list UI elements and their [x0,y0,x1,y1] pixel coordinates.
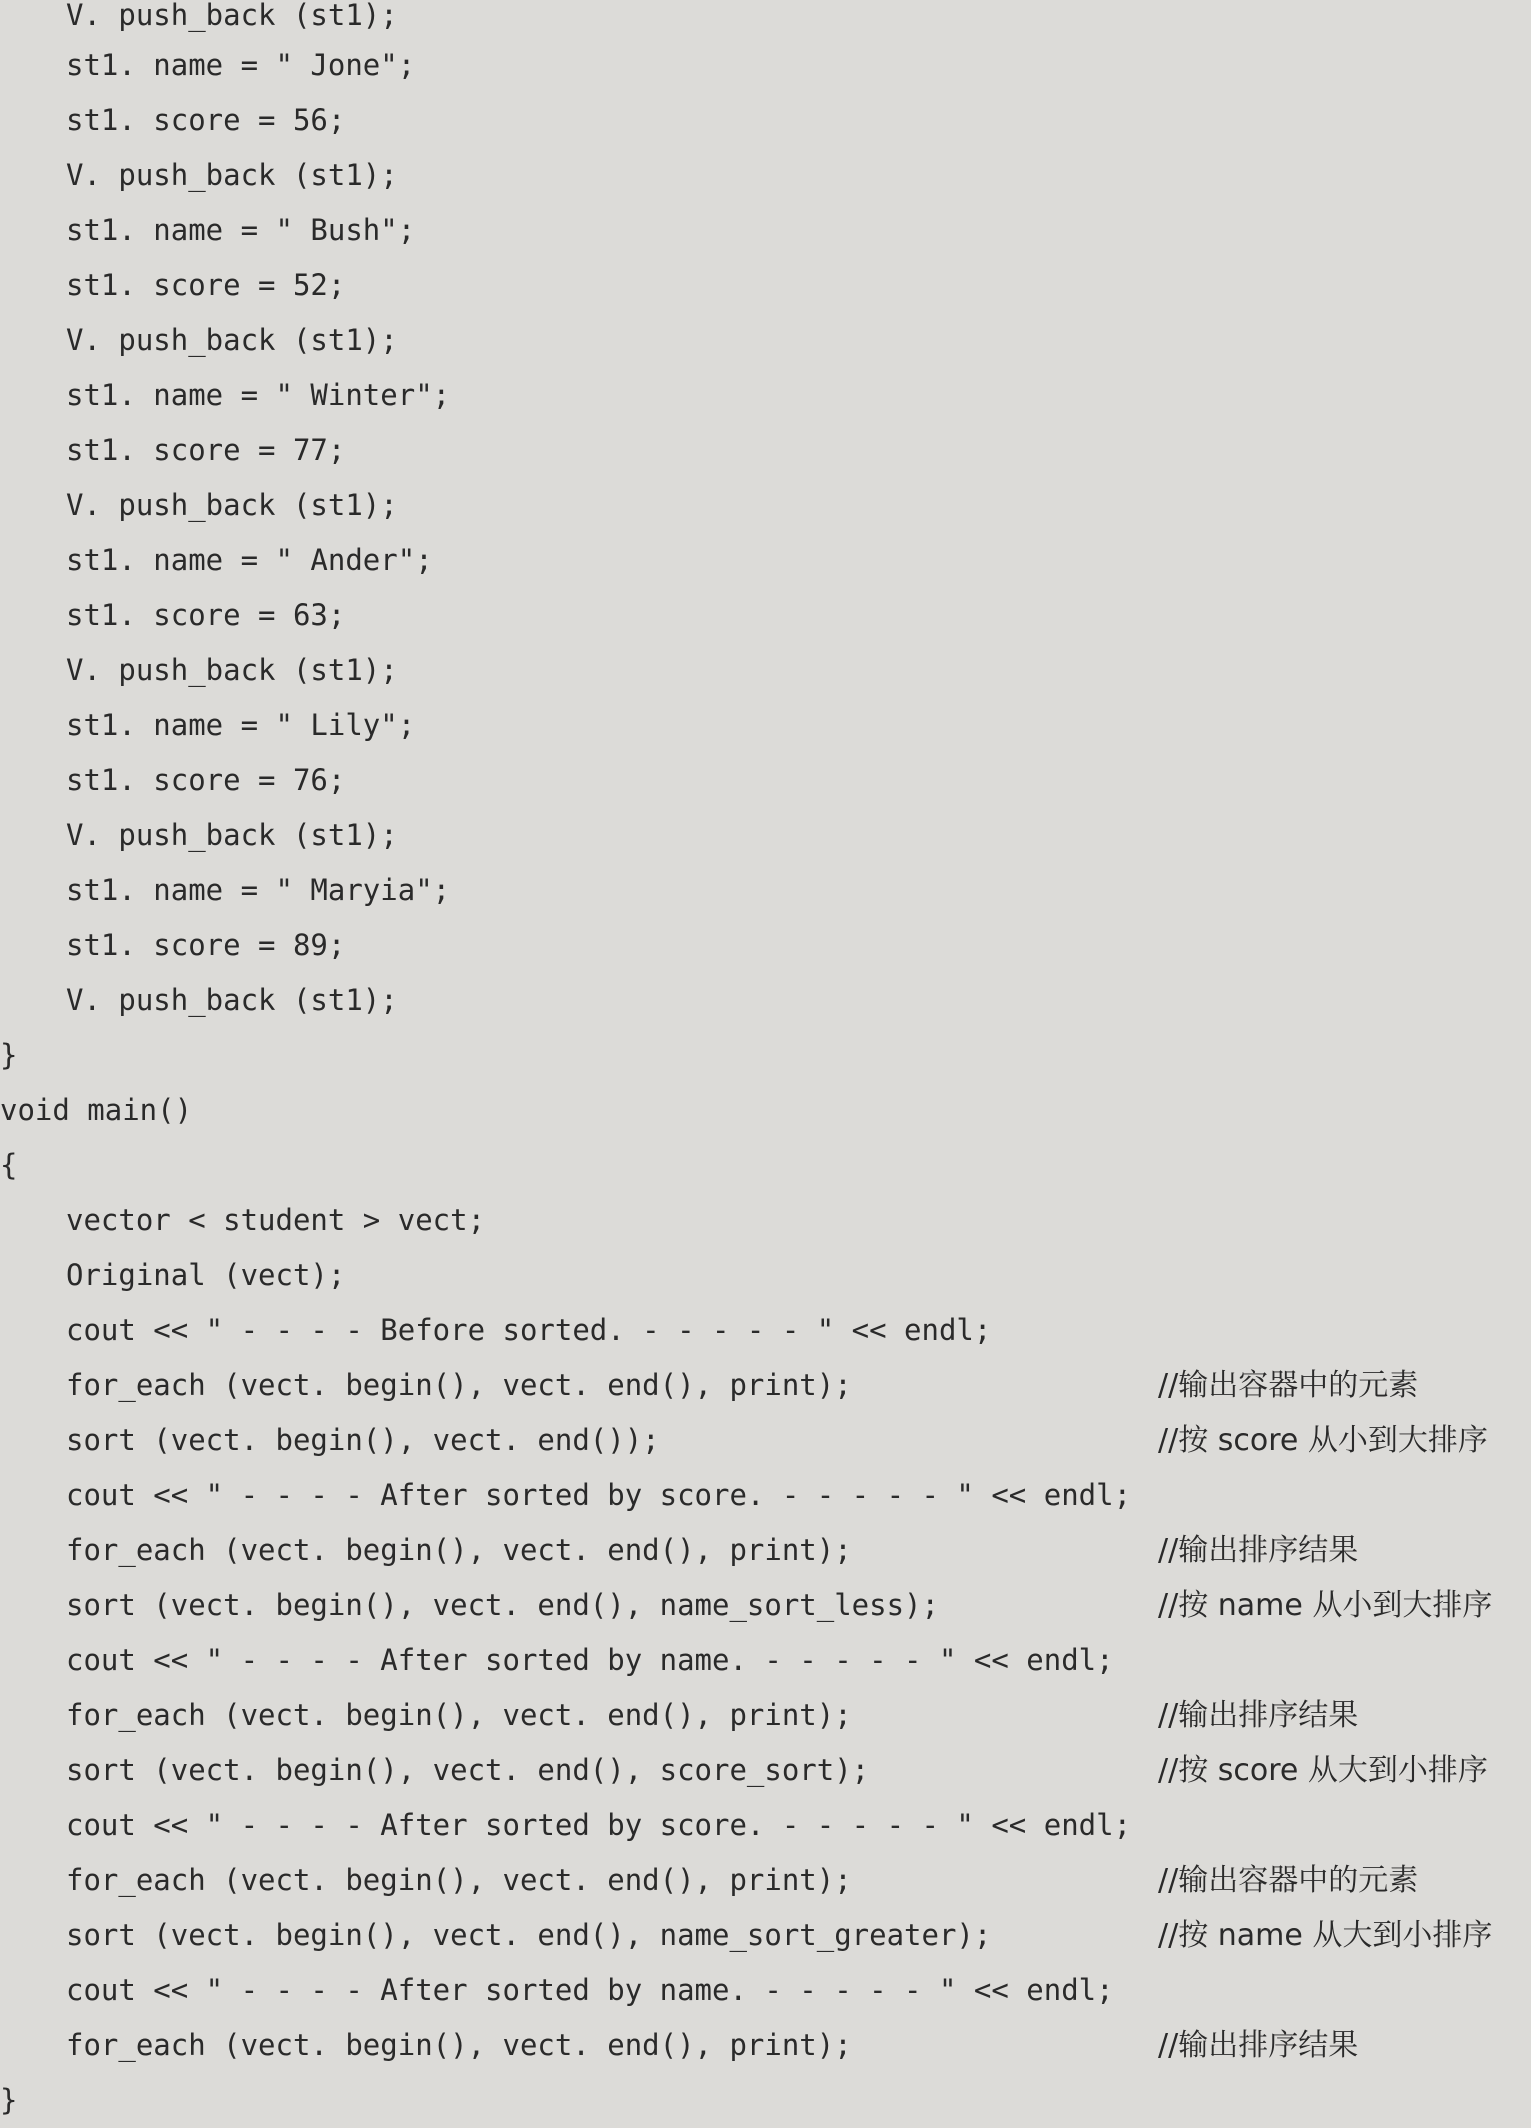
code-text: sort (vect. begin(), vect. end(), name_sort_less); [66,1588,939,1622]
code-text: st1. name = " Winter"; [66,378,451,412]
code-text: vector < student > vect; [66,1203,486,1237]
code-text: st1. score = 76; [66,763,346,797]
code-text: V. push_back (st1); [66,983,398,1017]
code-comment: //按 name 从小到大排序 [1158,1588,1493,1623]
code-text: for_each (vect. begin(), vect. end(), print); [66,1368,852,1402]
code-text: for_each (vect. begin(), vect. end(), print); [66,1863,852,1897]
code-comment: //按 name 从大到小排序 [1158,1918,1493,1953]
code-text: V. push_back (st1); [66,0,398,32]
code-text: sort (vect. begin(), vect. end(), score_sort); [66,1753,870,1787]
code-text: V. push_back (st1); [66,818,398,852]
code-comment: //按 score 从大到小排序 [1158,1753,1488,1788]
code-text: cout << " - - - - After sorted by score. - - - - - " << endl; [66,1808,1132,1842]
code-text: st1. score = 89; [66,928,346,962]
code-comment: //输出排序结果 [1158,1698,1359,1733]
code-text: cout << " - - - - After sorted by name. - - - - - " << endl; [66,1973,1114,2007]
code-comment: //输出排序结果 [1158,1533,1359,1568]
code-text: st1. name = " Jone"; [66,48,416,82]
code-text: sort (vect. begin(), vect. end(), name_sort_greater); [66,1918,992,1952]
code-text: cout << " - - - - Before sorted. - - - - - " << endl; [66,1313,992,1347]
code-text: cout << " - - - - After sorted by score. - - - - - " << endl; [66,1478,1132,1512]
code-text: cout << " - - - - After sorted by name. - - - - - " << endl; [66,1643,1114,1677]
code-text: V. push_back (st1); [66,488,398,522]
code-comment: //按 score 从小到大排序 [1158,1423,1488,1458]
code-text: void main() [0,1093,193,1127]
code-text: st1. score = 63; [66,598,346,632]
code-text: st1. name = " Lily"; [66,708,416,742]
code-text: for_each (vect. begin(), vect. end(), print); [66,1533,852,1567]
code-text: st1. score = 52; [66,268,346,302]
code-text: V. push_back (st1); [66,323,398,357]
code-text: Original (vect); [66,1258,346,1292]
code-text: st1. name = " Bush"; [66,213,416,247]
code-text: } [0,1038,18,1072]
code-text: V. push_back (st1); [66,653,398,687]
code-text: for_each (vect. begin(), vect. end(), print); [66,2028,852,2062]
code-comment: //输出排序结果 [1158,2028,1359,2063]
code-text: sort (vect. begin(), vect. end()); [66,1423,660,1457]
code-text: for_each (vect. begin(), vect. end(), print); [66,1698,852,1732]
code-text: st1. score = 77; [66,433,346,467]
code-text: st1. score = 56; [66,103,346,137]
code-text: } [0,2083,18,2117]
code-text: { [0,1148,18,1182]
code-text: st1. name = " Maryia"; [66,873,451,907]
code-comment: //输出容器中的元素 [1158,1863,1419,1898]
code-text: V. push_back (st1); [66,158,398,192]
code-comment: //输出容器中的元素 [1158,1368,1419,1403]
code-text: st1. name = " Ander"; [66,543,433,577]
